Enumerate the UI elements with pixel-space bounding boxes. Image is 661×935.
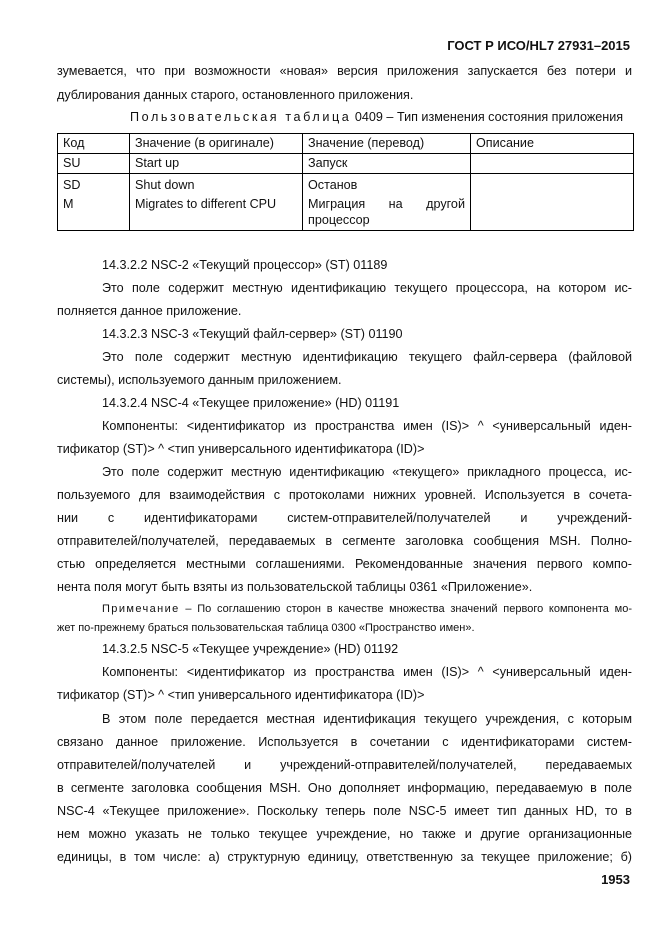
note-line-2: жет по-прежнему браться пользовательская таблица 0300 «Пространство имен». <box>57 622 475 634</box>
intro-line-2: дублирования данных старого, остановленного приложения. <box>57 88 414 102</box>
paragraph-line: связано данное приложение. Используется в сочетании с идентификаторами систем- <box>57 735 632 749</box>
cell-line-1 <box>308 195 465 214</box>
paragraph-line: Компоненты: <идентификатор из пространства имен (IS)> ^ <универсальный иден- <box>102 665 632 679</box>
note-text: – По соглашению сторон в качестве множества значений первого компонента мо- <box>179 603 632 615</box>
paragraph-line: В этом поле передается местная идентификация текущего учреждения, с которым <box>102 712 632 726</box>
paragraph-line: Компоненты: <идентификатор из пространства имен (IS)> ^ <универсальный иден- <box>102 419 632 433</box>
note-line-1 <box>102 602 632 617</box>
table-cell: Запуск <box>303 154 471 174</box>
table-caption <box>130 109 623 125</box>
table-cell: Migrates to different CPU <box>130 195 303 231</box>
paragraph-line: отправителей/получателей, передаваемых в сегменте заголовка сообщения MSH. Полно- <box>57 534 632 548</box>
word: другой <box>426 197 465 211</box>
table-cell <box>471 174 634 196</box>
table-cell <box>471 195 634 231</box>
table-header-cell: Значение (в оригинале) <box>130 134 303 154</box>
table-cell: Start up <box>130 154 303 174</box>
cell-line-2: процессор <box>308 213 370 227</box>
table-row <box>58 195 634 231</box>
table-cell: M <box>58 195 130 231</box>
section-heading-nsc5: 14.3.2.5 NSC-5 «Текущее учреждение» (HD) 01192 <box>102 642 399 656</box>
section-heading-nsc4: 14.3.2.4 NSC-4 «Текущее приложение» (HD) 01191 <box>102 396 400 410</box>
paragraph-line: нем можно указать не только текущее учреждение, но также и другие организационные <box>57 827 632 841</box>
paragraph-line: тификатор (ST)> ^ <тип универсального идентификатора (ID)> <box>57 688 425 702</box>
table-header-row <box>58 134 634 154</box>
table-cell <box>471 154 634 174</box>
section-heading-nsc2: 14.3.2.2 NSC-2 «Текущий процессор» (ST) 01189 <box>102 258 388 272</box>
document-header: ГОСТ Р ИСО/HL7 27931–2015 <box>447 38 630 53</box>
table-row <box>58 154 634 174</box>
intro-line-1: зумевается, что при возможности «новая» версия приложения запускается без потери и <box>57 64 632 78</box>
table-cell-multiline <box>303 195 471 231</box>
table-header-cell: Описание <box>471 134 634 154</box>
paragraph-line: системы), используемого данным приложением. <box>57 373 342 387</box>
paragraph-line: единицы, в том числе: а) структурную единицу, ответственную за текущее приложение; б) <box>57 850 632 864</box>
paragraph-line: полняется данное приложение. <box>57 304 242 318</box>
table-cell: Останов <box>303 174 471 196</box>
paragraph-line: в сегменте заголовка сообщения MSH. Оно дополняет информацию, передаваемую в поле <box>57 781 632 795</box>
section-heading-nsc3: 14.3.2.3 NSC-3 «Текущий файл-сервер» (ST) 01190 <box>102 327 403 341</box>
paragraph-line: Это поле содержит местную идентификацию текущего файл-сервера (файловой <box>102 350 632 364</box>
table-cell: SU <box>58 154 130 174</box>
paragraph-line: нии с идентификаторами систем-отправителей/получателей и учреждений- <box>57 511 632 525</box>
paragraph-line: нента поля могут быть взяты из пользовательской таблицы 0361 «Приложение». <box>57 580 533 594</box>
table-caption-label: Пользовательская таблица <box>130 110 352 124</box>
paragraph-line: тификатор (ST)> ^ <тип универсального идентификатора (ID)> <box>57 442 425 456</box>
table-header-cell: Код <box>58 134 130 154</box>
paragraph-line: NSC-4 «Текущее приложение». Поскольку теперь поле NSC-5 имеет тип данных HD, то в <box>57 804 632 818</box>
table-cell: SD <box>58 174 130 196</box>
status-change-table <box>57 133 634 231</box>
paragraph-line: стью определяется местными соглашениями. Рекомендованные значения первого компо- <box>57 557 632 571</box>
word: Миграция <box>308 197 366 211</box>
table-row <box>58 174 634 196</box>
paragraph-line: отправителей/получателей и учреждений-отправителей/получателей, передаваемых <box>57 758 632 772</box>
paragraph-line: пользуемого для взаимодействия с протоколами нижних уровней. Используется в сочета- <box>57 488 632 502</box>
table-cell: Shut down <box>130 174 303 196</box>
page-number: 1953 <box>601 872 630 887</box>
word: на <box>388 197 403 211</box>
paragraph-line: Это поле содержит местную идентификацию «текущего» прикладного процесса, ис- <box>102 465 632 479</box>
table-header-cell: Значение (перевод) <box>303 134 471 154</box>
paragraph-line: Это поле содержит местную идентификацию текущего процессора, на котором ис- <box>102 281 632 295</box>
table-caption-text: 0409 – Тип изменения состояния приложения <box>351 110 624 124</box>
note-label: Примечание <box>102 603 180 615</box>
